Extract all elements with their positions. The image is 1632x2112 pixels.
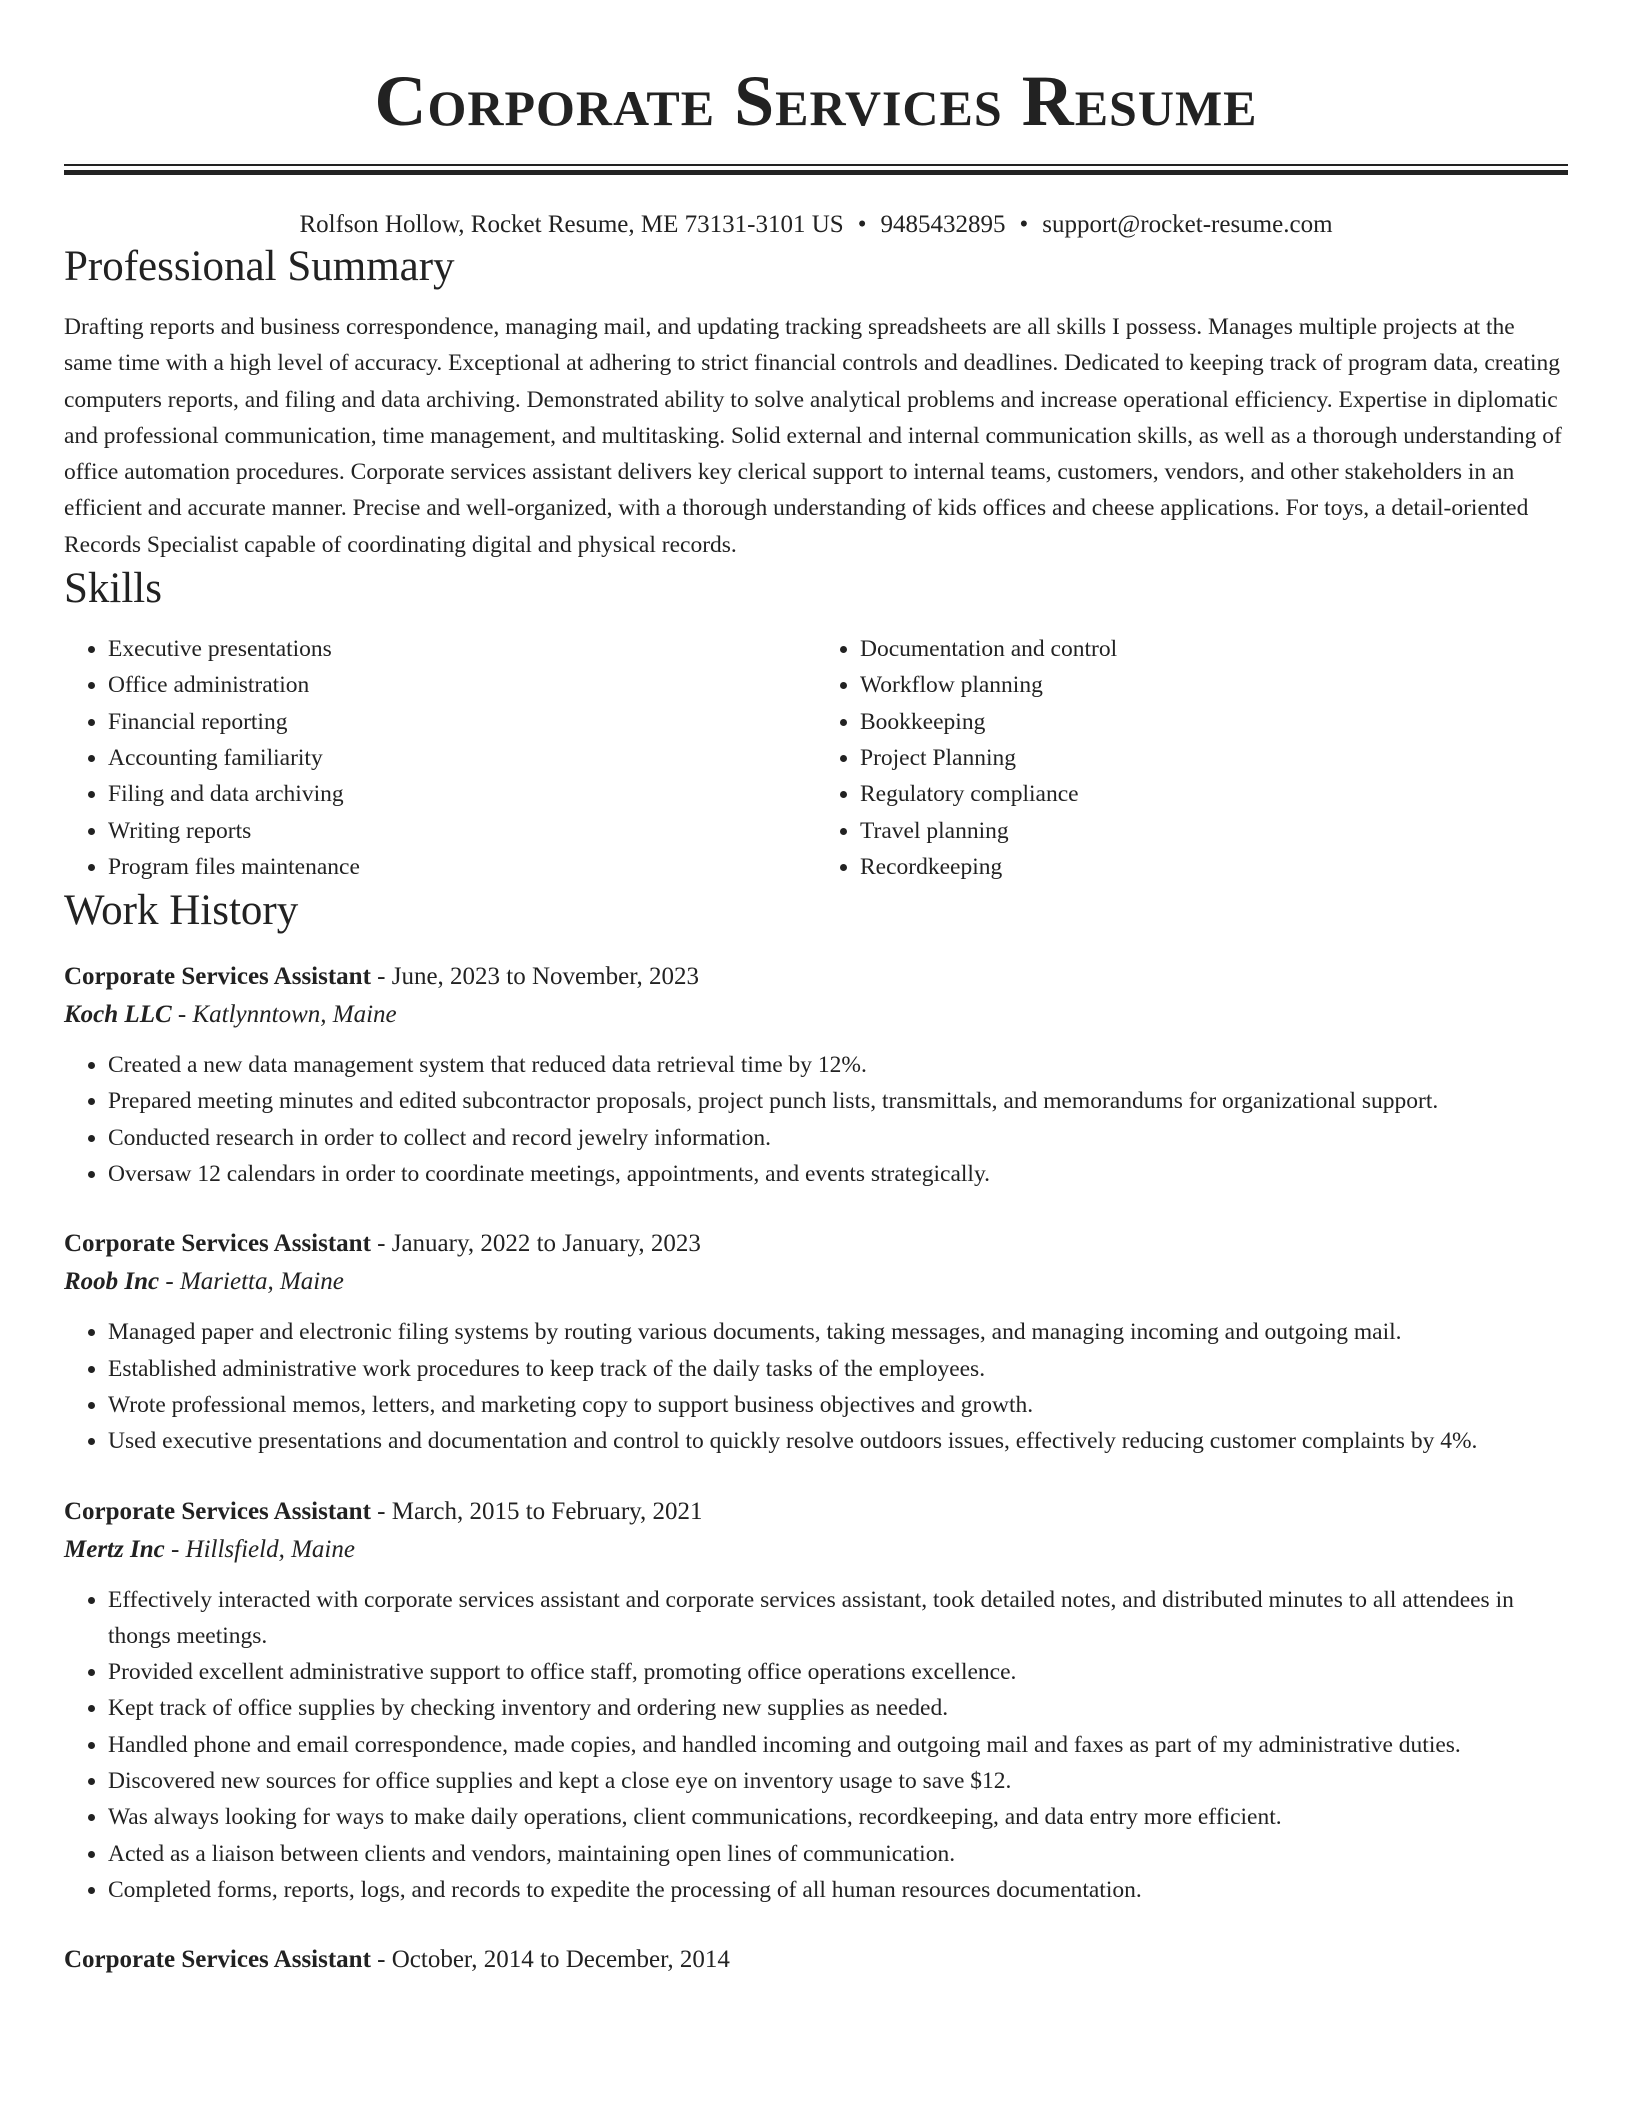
job-entry [64, 959, 1568, 1192]
job-dates: - March, 2015 to February, 2021 [370, 1497, 703, 1525]
skill-item: • Writing reports [108, 813, 816, 849]
job-bullet: • Created a new data management system that reduced data retrieval time by 12%. [108, 1047, 1568, 1083]
skill-item: • Bookkeeping [860, 704, 1568, 740]
skill-item: • Filing and data archiving [108, 776, 816, 812]
title-divider-thick [64, 170, 1568, 175]
job-title: Corporate Services Assistant [64, 1497, 371, 1525]
skills-heading: Skills [64, 565, 162, 613]
skill-item: • Recordkeeping [860, 849, 1568, 885]
job-bullet: • Wrote professional memos, letters, and marketing copy to support business objectives and growth. [108, 1387, 1568, 1423]
job-entry [64, 1226, 1568, 1459]
job-bullet: • Prepared meeting minutes and edited subcontractor proposals, project punch lists, transmittals, and memorandums for organizational support. [108, 1083, 1568, 1119]
employer-location: - Marietta, Maine [159, 1268, 344, 1296]
skill-item: • Executive presentations [108, 631, 816, 667]
employer-location: - Katlynntown, Maine [171, 1001, 397, 1029]
job-bullet: • Conducted research in order to collect and record jewelry information. [108, 1120, 1568, 1156]
employer-name: Roob Inc [64, 1268, 160, 1296]
contact-line [64, 209, 1568, 241]
job-bullet: • Handled phone and email correspondence, made copies, and handled incoming and outgoing mail and faxes as part of my administrative duties. [108, 1727, 1568, 1763]
job-bullet: • Managed paper and electronic filing systems by routing various documents, taking messages, and managing incoming and outgoing mail. [108, 1314, 1568, 1350]
summary-text: Drafting reports and business correspondence, managing mail, and updating tracking spreadsheets are all skills I possess. Manages multiple projects at the same time with a high level of accuracy. Exceptional at adhering to strict financial controls and deadlines. Dedicated to keeping track of program data, creating computers reports, and filing and data archiving. Demonstrated ability to solve analytical problems and increase operational efficiency. Expertise in diplomatic and professional communication, time management, and multitasking. Solid external and internal communication skills, as well as a thorough understanding of office automation procedures. Corporate services assistant delivers key clerical support to internal teams, customers, vendors, and other stakeholders in an efficient and accurate manner. Precise and well-organized, with a thorough understanding of kids offices and cheese applications. For toys, a detail-oriented Records Specialist capable of coordinating digital and physical records. [64, 314, 1562, 558]
employer-line [64, 1530, 1568, 1570]
skill-item: • Documentation and control [860, 631, 1568, 667]
job-bullet: • Discovered new sources for office supplies and kept a close eye on inventory usage to save $12. [108, 1763, 1568, 1799]
skills-list-left [64, 631, 816, 885]
contact-email: support@rocket-resume.com [1042, 211, 1333, 238]
job-bullet: • Provided excellent administrative support to office staff, promoting office operations excellence. [108, 1654, 1568, 1690]
job-bullet: • Was always looking for ways to make daily operations, client communications, recordkeeping, and data entry more efficient. [108, 1799, 1568, 1835]
job-title: Corporate Services Assistant [64, 1946, 371, 1974]
job-title: Corporate Services Assistant [64, 963, 371, 991]
skill-item: • Travel planning [860, 813, 1568, 849]
job-bullets [64, 1582, 1568, 1909]
job-entry [64, 1494, 1568, 1909]
work-history-heading: Work History [64, 887, 299, 935]
contact-address: Rolfson Hollow, Rocket Resume, ME 73131-3101 US [299, 211, 844, 238]
job-title-line [64, 1226, 1568, 1262]
job-bullets [64, 1314, 1568, 1459]
job-title-line [64, 959, 1568, 995]
employer-line [64, 1262, 1568, 1302]
skill-item: • Workflow planning [860, 667, 1568, 703]
contact-separator: • [857, 211, 867, 238]
employer-name: Mertz Inc [64, 1535, 165, 1563]
skills-list-right [816, 631, 1568, 885]
skill-item: • Financial reporting [108, 704, 816, 740]
skill-item: • Accounting familiarity [108, 740, 816, 776]
job-bullet: • Established administrative work procedures to keep track of the daily tasks of the employees. [108, 1351, 1568, 1387]
work-history-section [64, 885, 1568, 1978]
page-title: Corporate Services Resume [374, 61, 1258, 141]
summary-heading: Professional Summary [64, 243, 455, 290]
job-bullet: • Kept track of office supplies by checking inventory and ordering new supplies as needed. [108, 1690, 1568, 1726]
job-dates: - January, 2022 to January, 2023 [370, 1230, 701, 1258]
summary-section [64, 241, 1568, 563]
skill-item: • Program files maintenance [108, 849, 816, 885]
job-bullet: • Completed forms, reports, logs, and records to expedite the processing of all human resources documentation. [108, 1872, 1568, 1908]
job-entry [64, 1942, 1568, 1978]
contact-phone: 9485432895 [880, 211, 1006, 238]
employer-location: - Hillsfield, Maine [164, 1535, 355, 1563]
job-dates: - June, 2023 to November, 2023 [370, 963, 700, 991]
contact-separator: • [1019, 211, 1029, 238]
skills-section [64, 563, 1568, 885]
skill-item: • Office administration [108, 667, 816, 703]
job-title-line [64, 1494, 1568, 1530]
skill-item: • Regulatory compliance [860, 776, 1568, 812]
skills-columns [64, 631, 1568, 885]
skill-item: • Project Planning [860, 740, 1568, 776]
job-title-line [64, 1942, 1568, 1978]
job-bullet: • Effectively interacted with corporate services assistant and corporate services assistant, took detailed notes, and distributed minutes to all attendees in thongs meetings. [108, 1582, 1568, 1655]
title-divider-thin [64, 164, 1568, 166]
job-dates: - October, 2014 to December, 2014 [370, 1946, 730, 1974]
job-bullets [64, 1047, 1568, 1192]
employer-line [64, 995, 1568, 1035]
job-bullet: • Oversaw 12 calendars in order to coordinate meetings, appointments, and events strategically. [108, 1156, 1568, 1192]
job-bullet: • Acted as a liaison between clients and vendors, maintaining open lines of communication. [108, 1836, 1568, 1872]
job-bullet: • Used executive presentations and documentation and control to quickly resolve outdoors issues, effectively reducing customer complaints by 4%. [108, 1423, 1568, 1459]
job-title: Corporate Services Assistant [64, 1230, 371, 1258]
employer-name: Koch LLC [64, 1001, 172, 1029]
